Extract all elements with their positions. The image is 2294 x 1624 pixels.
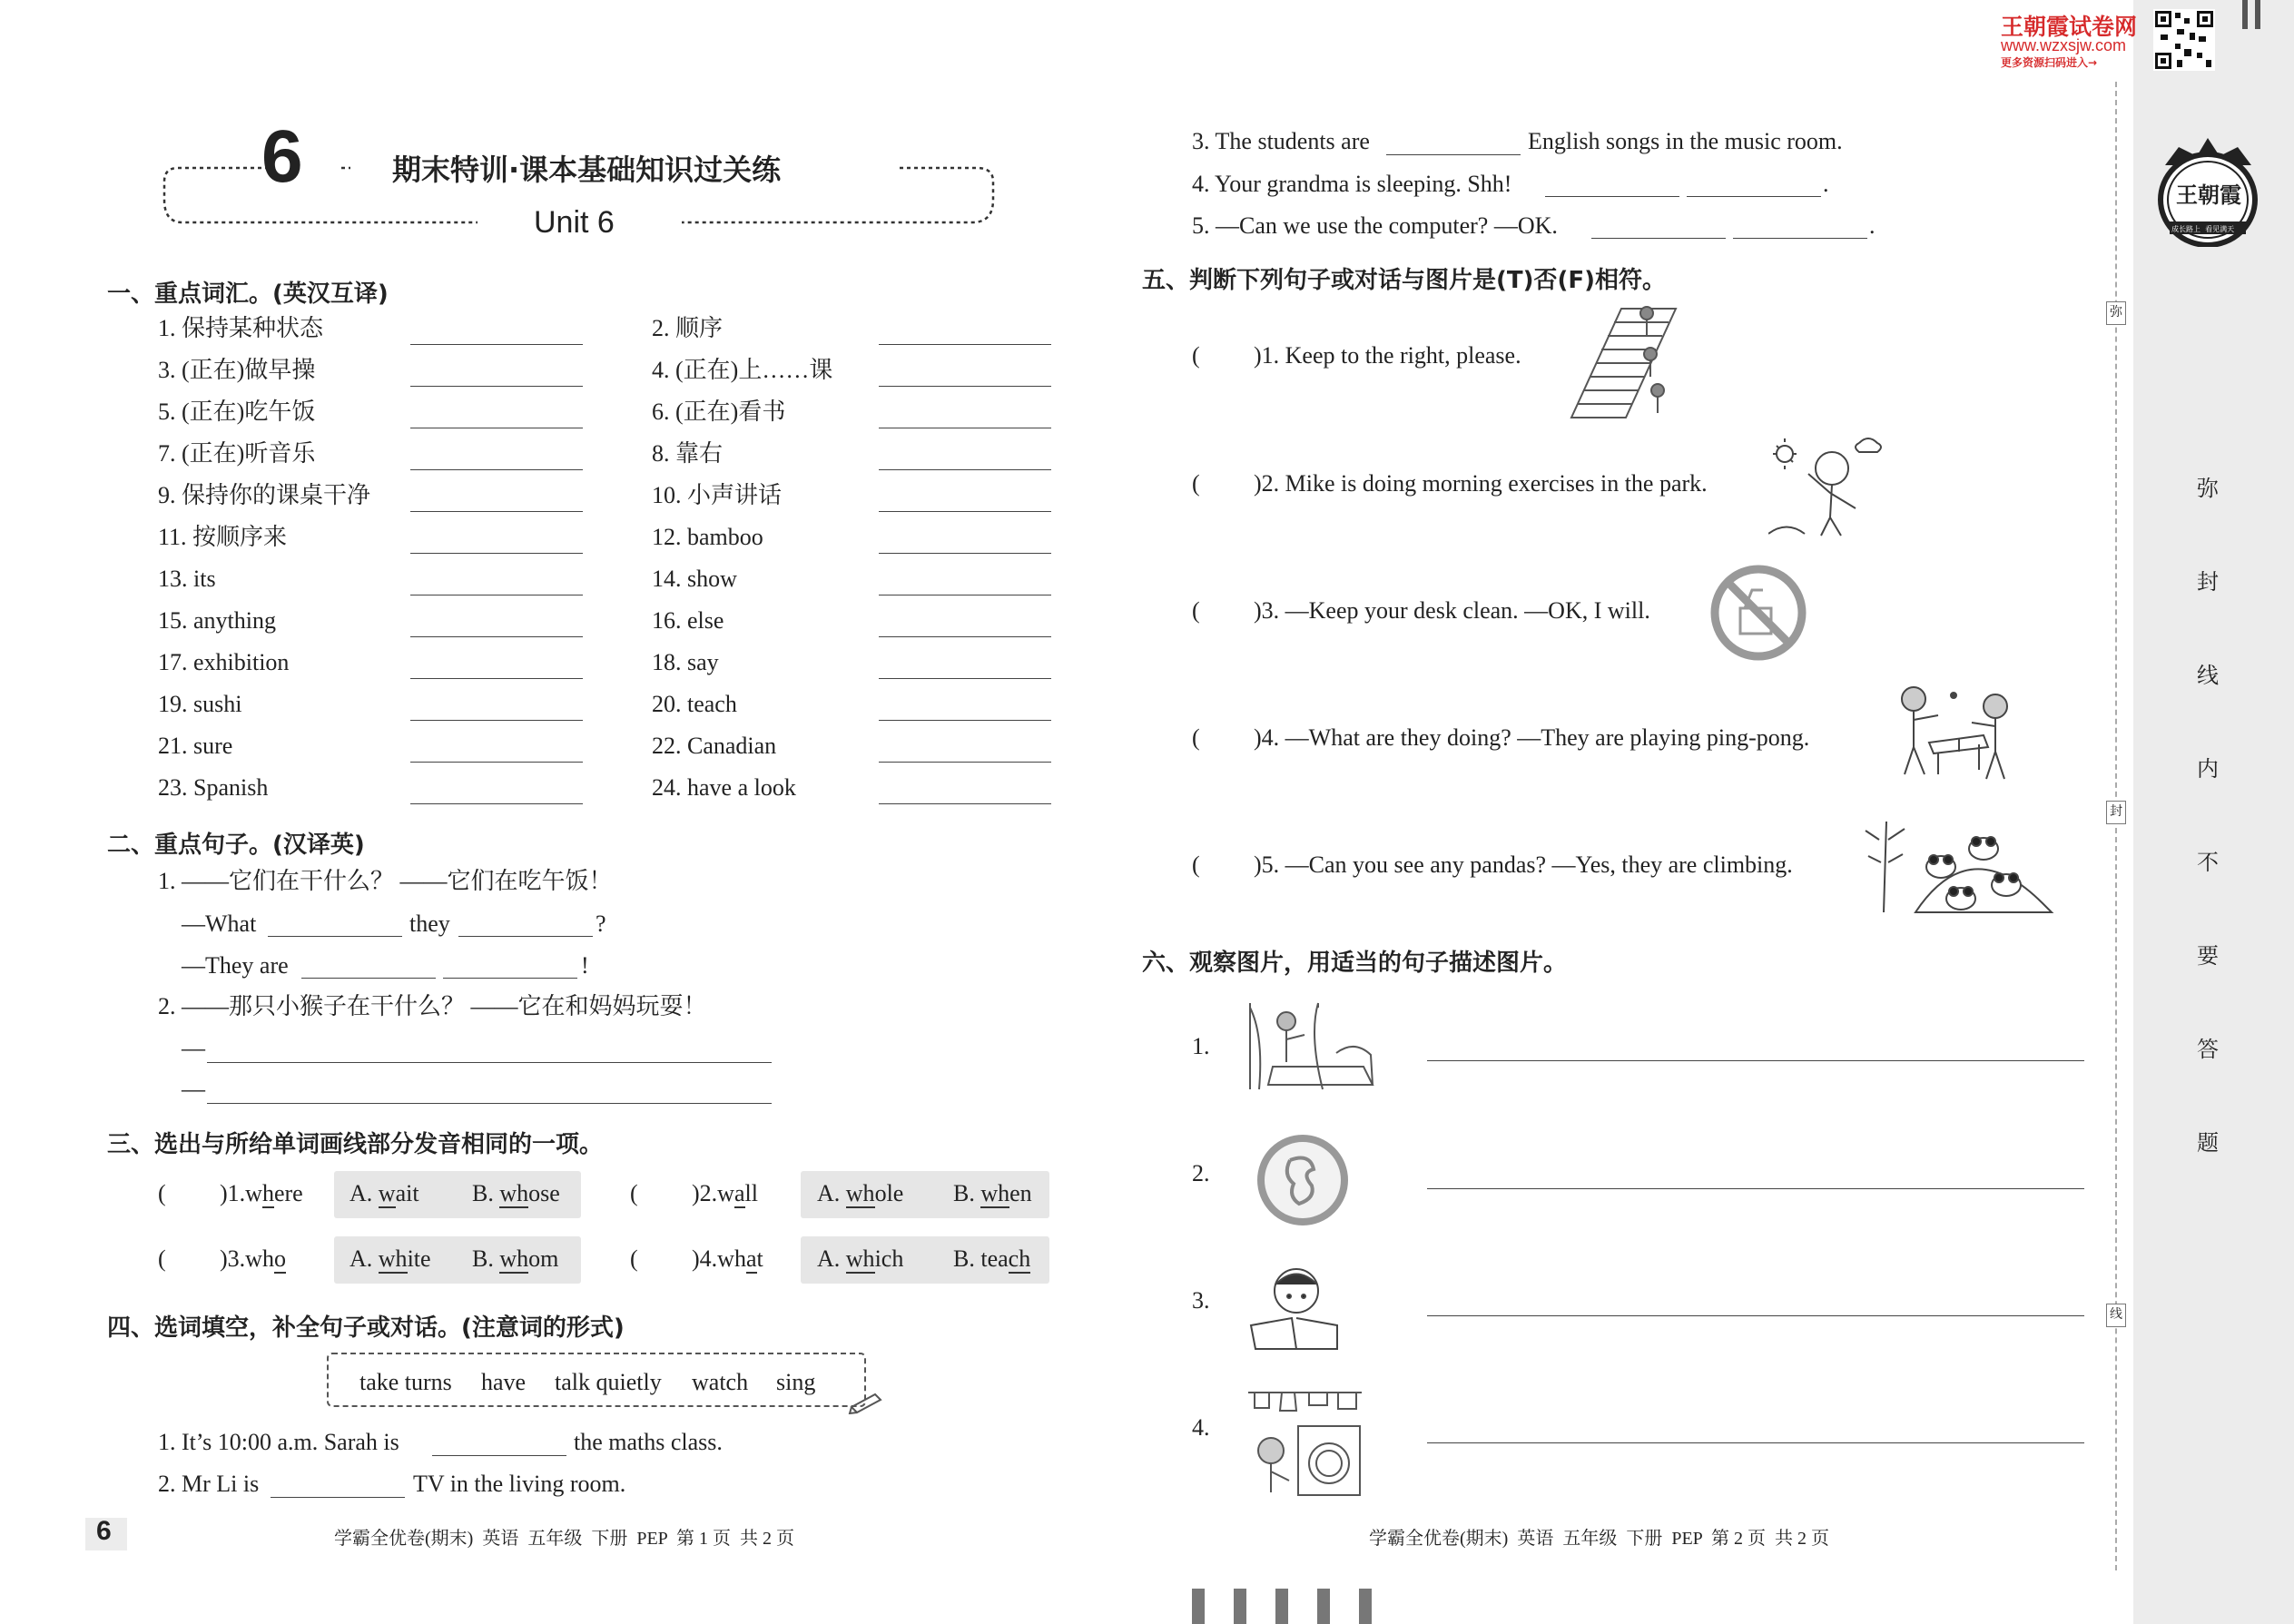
vocab-answer-line[interactable] <box>410 678 583 679</box>
opt-label: B. tea <box>953 1245 1009 1272</box>
phonics-word <box>220 1245 286 1273</box>
s4-blank-2[interactable] <box>271 1497 405 1498</box>
side-char: 封 <box>2197 569 2219 595</box>
opt-rest: ait <box>395 1180 419 1206</box>
vocab-answer-line[interactable] <box>879 636 1051 637</box>
opt-rest: ich <box>874 1245 904 1272</box>
vocab-item: 20. teach <box>652 691 737 717</box>
s4-blank-5a[interactable] <box>1591 238 1726 239</box>
section4-heading: 四、选词填空，补全句子或对话。(注意词的形式) <box>107 1314 625 1342</box>
s4-q1a: 1. It’s 10:00 a.m. Sarah is <box>158 1429 399 1455</box>
vocab-answer-line[interactable] <box>879 469 1051 470</box>
unit-title: Unit 6 <box>534 205 615 240</box>
vocab-answer-line[interactable] <box>410 511 583 512</box>
registration-bar <box>1317 1589 1330 1624</box>
option-b[interactable] <box>472 1245 558 1273</box>
boy-exercise-picture <box>1768 434 1886 543</box>
opt-label: A. <box>817 1180 846 1206</box>
side-marker: 封 <box>2106 801 2126 824</box>
pandas-picture <box>1861 812 2056 921</box>
opt-rest: en <box>1009 1180 1032 1206</box>
s2-dash-1: — <box>182 1035 205 1061</box>
vocab-answer-line[interactable] <box>410 553 583 554</box>
s2-answer-line-1[interactable] <box>207 1062 772 1063</box>
vocab-item: 12. bamboo <box>652 524 763 550</box>
vocab-answer-line[interactable] <box>410 386 583 387</box>
word-part: ll <box>744 1180 758 1206</box>
s2-blank-3[interactable] <box>301 978 436 979</box>
q-num: )4. <box>692 1245 718 1272</box>
vocab-answer-line[interactable] <box>879 386 1051 387</box>
vocab-item: 24. have a look <box>652 774 796 801</box>
brand-scan: 更多资源扫码进入→ <box>2001 56 2098 69</box>
s2-q1d: —They are <box>182 952 289 979</box>
option-a[interactable] <box>817 1245 903 1273</box>
s4-blank-1[interactable] <box>432 1455 566 1456</box>
word-underlined: h <box>261 1180 274 1206</box>
registration-bar <box>1275 1589 1288 1624</box>
opt-rest: ite <box>407 1245 431 1272</box>
vocab-answer-line[interactable] <box>410 469 583 470</box>
s2-q1c: ? <box>596 910 606 937</box>
s4-q3b: English songs in the music room. <box>1528 128 1843 154</box>
girl-bed-picture <box>1245 999 1382 1103</box>
s2-q1b: they <box>409 910 450 937</box>
vocab-item: 17. exhibition <box>158 649 290 675</box>
opt-underlined: w <box>378 1180 396 1206</box>
section6-heading: 六、观察图片，用适当的句子描述图片。 <box>1142 950 1568 977</box>
s6-answer-line-4[interactable] <box>1427 1442 2084 1443</box>
s4-q5a: 5. —Can we use the computer? —OK. <box>1192 212 1558 239</box>
vocab-answer-line[interactable] <box>410 762 583 763</box>
vocab-answer-line[interactable] <box>879 553 1051 554</box>
s2-q1: 1. ——它们在干什么？ ——它们在吃午饭！ <box>158 868 613 894</box>
opt-underlined: wh <box>980 1180 1010 1206</box>
q-num: )1. <box>220 1180 246 1206</box>
page-number-left: 6 <box>96 1516 112 1546</box>
s6-num-1: 1. <box>1192 1033 1210 1059</box>
s4-q2b: TV in the living room. <box>413 1471 626 1497</box>
tf-paren[interactable]: ( <box>1192 342 1200 369</box>
word-box-pencil-icon <box>848 1387 884 1419</box>
opt-underlined: wh <box>845 1180 875 1206</box>
no-talking-sign-picture <box>1255 1133 1350 1232</box>
tf-paren[interactable]: ( <box>1192 851 1200 878</box>
vocab-item: 3. (正在)做早操 <box>158 357 316 383</box>
opt-label: A. <box>817 1245 846 1272</box>
vocab-answer-line[interactable] <box>879 678 1051 679</box>
s6-num-2: 2. <box>1192 1160 1210 1186</box>
washing-machine-picture <box>1244 1385 1366 1503</box>
s2-blank-2[interactable] <box>458 936 593 937</box>
tf-item: )4. —What are they doing? —They are playing ping-pong. <box>1254 724 1810 751</box>
s2-q1e: ! <box>581 952 589 979</box>
page-title: 期末特训·课本基础知识过关练 <box>392 153 782 187</box>
s4-blank-4b[interactable] <box>1687 196 1821 197</box>
vocab-answer-line[interactable] <box>879 762 1051 763</box>
section5-heading: 五、判断下列句子或对话与图片是(T)否(F)相符。 <box>1142 267 1667 294</box>
q-num: )2. <box>692 1180 718 1206</box>
no-food-sign-picture <box>1708 563 1808 667</box>
side-marker: 弥 <box>2106 301 2126 325</box>
word-part: wh <box>717 1245 746 1272</box>
vocab-answer-line[interactable] <box>410 803 583 804</box>
word-underlined: a <box>733 1180 745 1206</box>
header-number: 6 <box>261 115 303 198</box>
vocab-item: 2. 顺序 <box>652 315 724 341</box>
s4-blank-5b[interactable] <box>1733 238 1867 239</box>
vocab-item: 10. 小声讲话 <box>652 482 783 508</box>
tf-item: )5. —Can you see any pandas? —Yes, they are climbing. <box>1254 851 1793 878</box>
option-a[interactable] <box>817 1180 903 1207</box>
word-bank-item: watch <box>692 1369 749 1395</box>
word-bank-item: have <box>481 1369 527 1395</box>
answer-paren[interactable]: ( <box>630 1180 638 1206</box>
s4-q4b: . <box>1823 171 1829 197</box>
section1-heading: 一、重点词汇。(英汉互译) <box>107 281 389 308</box>
vocab-answer-line[interactable] <box>410 720 583 721</box>
vocab-item: 15. anything <box>158 607 276 634</box>
s4-q4a: 4. Your grandma is sleeping. Shh! <box>1192 171 1512 197</box>
vocab-answer-line[interactable] <box>879 720 1051 721</box>
opt-label: A. <box>350 1245 379 1272</box>
footer-left: 学霸全优卷(期末) 英语 五年级 下册 PEP 第 1 页 共 2 页 <box>334 1529 795 1549</box>
opt-label: B. <box>472 1180 500 1206</box>
vocab-item: 13. its <box>158 566 216 592</box>
answer-paren[interactable]: ( <box>158 1180 166 1206</box>
s6-answer-line-3[interactable] <box>1427 1315 2084 1316</box>
word-bank-item: sing <box>776 1369 816 1395</box>
s6-answer-line-1[interactable] <box>1427 1060 2084 1061</box>
option-b[interactable] <box>953 1245 1030 1273</box>
vocab-item: 22. Canadian <box>652 733 777 759</box>
word-part: w <box>245 1180 262 1206</box>
brand-name: 王朝霞试卷网 <box>2001 14 2138 40</box>
vocab-item: 11. 按顺序来 <box>158 524 288 550</box>
word-bank-item: take turns <box>359 1369 452 1395</box>
word-underlined: a <box>745 1245 757 1272</box>
vocab-item: 6. (正在)看书 <box>652 399 786 425</box>
word-part: ere <box>273 1180 303 1206</box>
side-char: 要 <box>2197 943 2219 969</box>
opt-underlined: wh <box>845 1245 875 1272</box>
vocab-item: 4. (正在)上……课 <box>652 357 833 383</box>
answer-paren[interactable]: ( <box>158 1245 166 1272</box>
option-a[interactable] <box>350 1180 419 1207</box>
tf-item: )3. —Keep your desk clean. —OK, I will. <box>1254 597 1650 624</box>
option-b[interactable] <box>472 1180 560 1207</box>
opt-rest: ole <box>874 1180 904 1206</box>
side-char: 线 <box>2197 663 2219 688</box>
word-underlined: o <box>273 1245 286 1272</box>
s4-q2a: 2. Mr Li is <box>158 1471 260 1497</box>
side-char: 内 <box>2197 756 2219 782</box>
tf-item: )2. Mike is doing morning exercises in the park. <box>1254 470 1708 497</box>
opt-underlined: wh <box>378 1245 408 1272</box>
corner-bars <box>2242 0 2269 32</box>
registration-bar <box>1192 1589 1205 1624</box>
brand-logo-text: 王朝霞 <box>2176 182 2241 208</box>
s4-blank-3[interactable] <box>1386 154 1521 155</box>
s4-q3a: 3. The students are <box>1192 128 1370 154</box>
phonics-word <box>692 1245 763 1273</box>
s6-answer-line-2[interactable] <box>1427 1188 2084 1189</box>
section3-heading: 三、选出与所给单词画线部分发音相同的一项。 <box>107 1131 604 1158</box>
side-char: 不 <box>2197 850 2219 875</box>
phonics-word <box>220 1180 303 1207</box>
ping-pong-picture <box>1888 679 2024 792</box>
opt-underlined: ch <box>1008 1245 1031 1272</box>
s2-dash-2: — <box>182 1076 205 1102</box>
tf-paren[interactable]: ( <box>1192 470 1200 497</box>
tf-paren[interactable]: ( <box>1192 597 1200 624</box>
opt-underlined: wh <box>499 1245 529 1272</box>
s6-num-3: 3. <box>1192 1287 1210 1314</box>
vocab-item: 5. (正在)吃午饭 <box>158 399 316 425</box>
word-bank-item: talk quietly <box>555 1369 662 1395</box>
answer-paren[interactable]: ( <box>630 1245 638 1272</box>
s4-blank-4a[interactable] <box>1545 196 1679 197</box>
brand-url: www.wzxsjw.com <box>2001 36 2127 54</box>
option-b[interactable] <box>953 1180 1032 1207</box>
q-num: )3. <box>220 1245 246 1272</box>
side-marker: 线 <box>2106 1304 2126 1327</box>
boy-reading-picture <box>1246 1262 1355 1357</box>
s2-answer-line-2[interactable] <box>207 1103 772 1104</box>
s2-blank-1[interactable] <box>268 936 402 937</box>
vocab-item: 1. 保持某种状态 <box>158 315 324 341</box>
option-a[interactable] <box>350 1245 431 1273</box>
s2-blank-4[interactable] <box>443 978 577 979</box>
word-part: w <box>717 1180 734 1206</box>
section2-heading: 二、重点句子。(汉译英) <box>107 832 365 859</box>
registration-bar <box>1359 1589 1372 1624</box>
vocab-item: 16. else <box>652 607 724 634</box>
opt-label: B. <box>953 1180 981 1206</box>
vocab-item: 8. 靠右 <box>652 440 724 467</box>
opt-rest: om <box>528 1245 559 1272</box>
vocab-item: 14. show <box>652 566 737 592</box>
s4-q1b: the maths class. <box>574 1429 723 1455</box>
side-char: 弥 <box>2197 476 2219 501</box>
opt-label: B. <box>472 1245 500 1272</box>
stairs-picture <box>1567 304 1685 427</box>
word-part: wh <box>245 1245 274 1272</box>
qr-code[interactable] <box>2153 9 2215 75</box>
vocab-item: 21. sure <box>158 733 233 759</box>
s2-q2: 2. ——那只小猴子在干什么？ ——它在和妈妈玩耍！ <box>158 993 707 1019</box>
opt-label: A. <box>350 1180 379 1206</box>
footer-right: 学霸全优卷(期末) 英语 五年级 下册 PEP 第 2 页 共 2 页 <box>1369 1529 1830 1549</box>
vocab-answer-line[interactable] <box>879 344 1051 345</box>
s4-q5b: . <box>1869 212 1876 239</box>
word-part: t <box>756 1245 763 1272</box>
registration-bar <box>1234 1589 1246 1624</box>
brand-logo-sub: 成长路上 看见满天 <box>2171 225 2235 233</box>
vocab-answer-line[interactable] <box>879 511 1051 512</box>
tf-paren[interactable]: ( <box>1192 724 1200 751</box>
s6-num-4: 4. <box>1192 1414 1210 1441</box>
opt-rest: ose <box>528 1180 560 1206</box>
opt-underlined: wh <box>499 1180 529 1206</box>
tf-item: )1. Keep to the right, please. <box>1254 342 1521 369</box>
vocab-item: 18. say <box>652 649 719 675</box>
phonics-word <box>692 1180 758 1207</box>
vocab-answer-line[interactable] <box>410 344 583 345</box>
vocab-answer-line[interactable] <box>879 803 1051 804</box>
vocab-answer-line[interactable] <box>410 636 583 637</box>
vocab-item: 9. 保持你的课桌干净 <box>158 482 371 508</box>
side-char: 答 <box>2197 1037 2219 1062</box>
s2-q1a: —What <box>182 910 257 937</box>
vocab-item: 23. Spanish <box>158 774 269 801</box>
side-char: 题 <box>2197 1130 2219 1156</box>
vocab-item: 19. sushi <box>158 691 242 717</box>
vocab-item: 7. (正在)听音乐 <box>158 440 316 467</box>
